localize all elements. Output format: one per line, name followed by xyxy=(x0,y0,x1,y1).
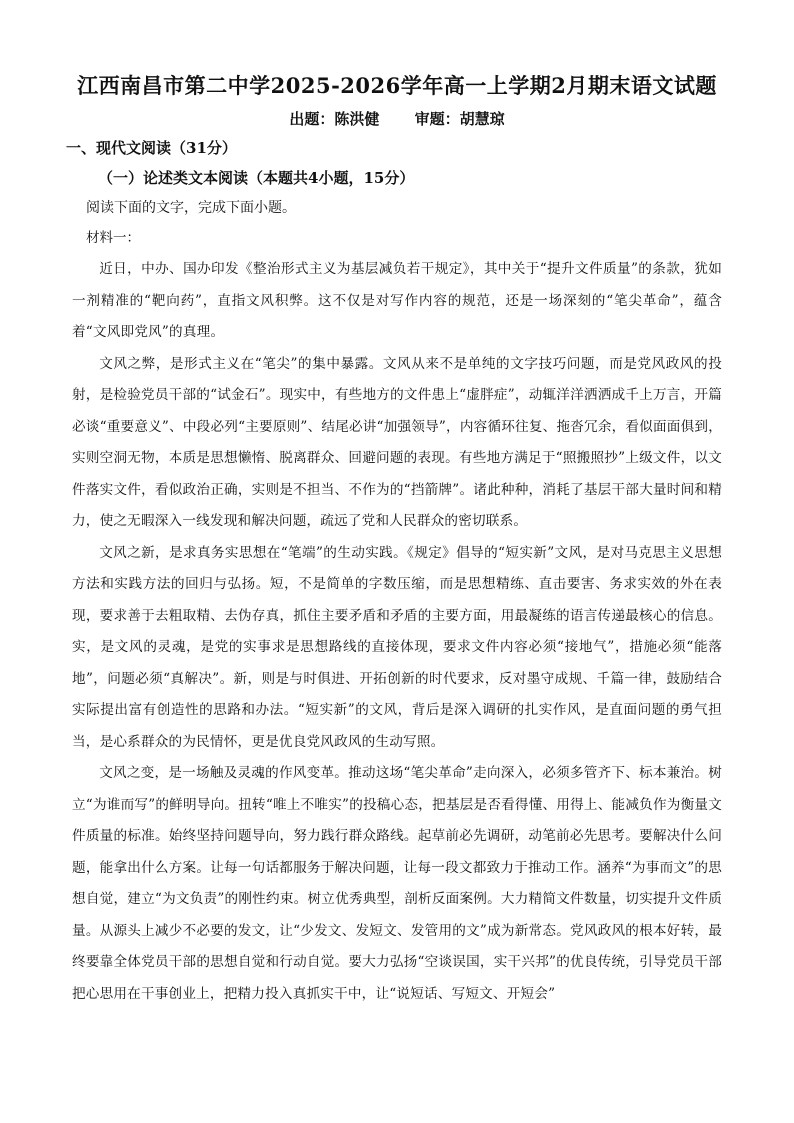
material-label: 材料一： xyxy=(86,230,140,246)
author-line xyxy=(72,108,722,129)
paragraph: 文风之弊，是形式主义在“笔尖”的集中暴露。文风从来不是单纯的文字技巧问题，而是党风政风的投射，是检验党员干部的“试金石”。现实中，有些地方的文件患上“虚胖症”，动辄洋洋洒洒成千上万言，开篇必谈“重要意义”、中段必列“主要原则”、结尾必讲“加强领导”，内容循环往复、拖沓冗余，看似面面俱到，实则空洞无物，本质是思想懒惰、脱离群众、回避问题的表现。有些地方满足于“照搬照抄”上级文件，以文件落实文件，看似政治正确，实则是不担当、不作为的“挡箭牌”。诸此种种，消耗了基层干部大量时间和精力，使之无暇深入一线发现和解决问题，疏远了党和人民群众的密切联系。 xyxy=(72,355,722,529)
subsection-heading: （一）论述类文本阅读（本题共4小题，15分） xyxy=(98,169,415,187)
author: 出题：陈洪健 xyxy=(289,110,380,128)
paragraph: 文风之新，是求真务实思想在“笔端”的生动实践。《规定》倡导的“短实新”文风，是对马克思主义思想方法和实践方法的回归与弘扬。短，不是简单的字数压缩，而是思想精练、直击要害、务求实效的外在表现，要求善于去粗取精、去伪存真，抓住主要矛盾和矛盾的主要方面，用最凝练的语言传递最核心的信息。实，是文风的灵魂，是党的实事求是思想路线的直接体现，要求文件内容必须“接地气”，措施必须“能落地”，问题必须“真解决”。新，则是与时俱进、开拓创新的时代要求，反对墨守成规、千篇一律，鼓励结合实际提出富有创造性的思路和办法。“短实新”的文风，背后是深入调研的扎实作风，是直面问题的勇气担当，是心系群众的为民情怀，更是优良党风政风的生动写照。 xyxy=(72,544,722,750)
paragraph: 文风之变，是一场触及灵魂的作风变革。推动这场“笔尖革命”走向深入，必须多管齐下、标本兼治。树立“为谁而写”的鲜明导向。扭转“唯上不唯实”的投稿心态，把基层是否看得懂、用得上、能减负作为衡量文件质量的标准。始终坚持问题导向，努力践行群众路线。起草前必先调研，动笔前必先思考。要解决什么问题，能拿出什么方案。让每一句话都服务于解决问题，让每一段文都致力于推动工作。涵养“为事而文”的思想自觉，建立“为文负责”的刚性约束。树立优秀典型，剖析反面案例。大力精简文件数量，切实提升文件质量。从源头上减少不必要的发文，让“少发文、发短文、发管用的文”成为新常态。党风政风的根本好转，最终要靠全体党员干部的思想自觉和行动自觉。要大力弘扬“空谈误国，实干兴邦”的优良传统，引导党员干部把心思用在干事创业上，把精力投入真抓实干中，让“说短话、写短文、开短会” xyxy=(72,765,722,1002)
reviewer: 审题：胡慧琼 xyxy=(414,110,505,128)
reading-instruction: 阅读下面的文字，完成下面小题。 xyxy=(86,200,296,216)
paragraph: 近日，中办、国办印发《整治形式主义为基层减负若干规定》，其中关于“提升文件质量”的条款，犹如一剂精准的“靶向药”，直指文风积弊。这不仅是对写作内容的规范，还是一场深刻的“笔尖革命”，蕴含着“文风即党风”的真理。 xyxy=(72,261,722,340)
exam-title: 江西南昌市第二中学2025-2026学年高一上学期2月期末语文试题 xyxy=(77,73,717,98)
section-heading: 一、现代文阅读（31分） xyxy=(66,139,237,157)
